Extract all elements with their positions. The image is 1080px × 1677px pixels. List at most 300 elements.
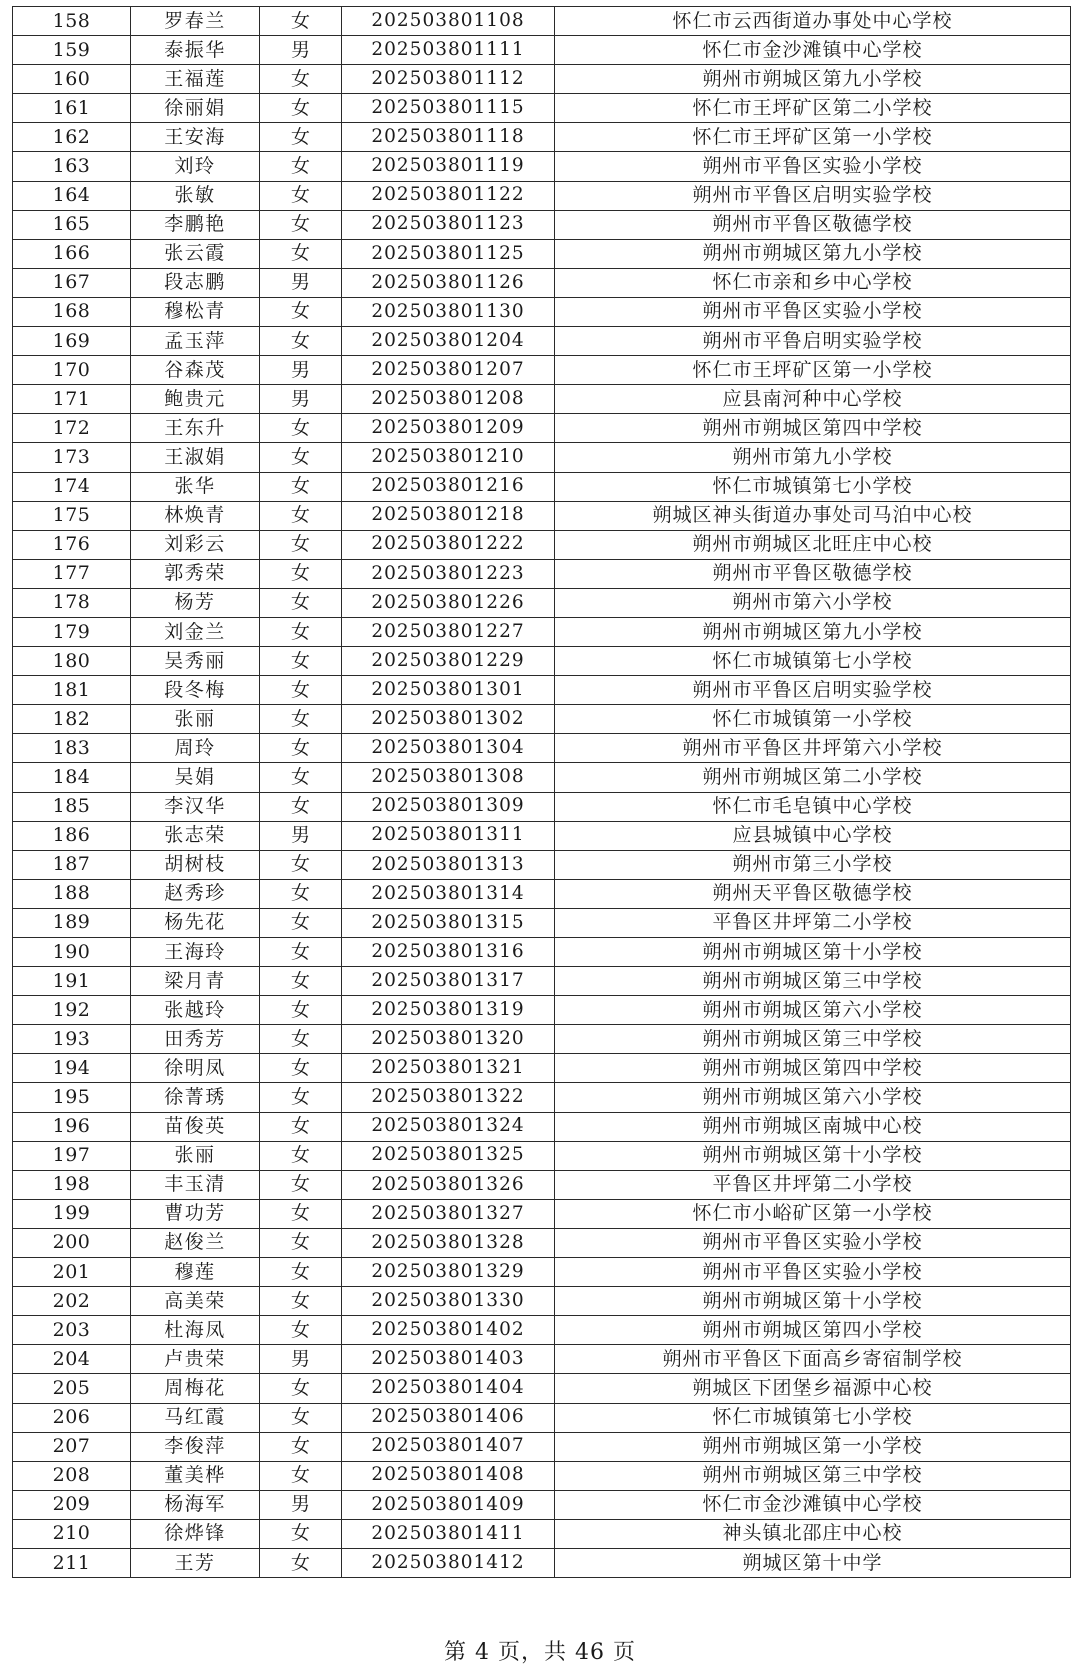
name-cell: 刘玲 [131, 152, 260, 181]
table-row [13, 327, 1071, 356]
exam-id-cell: 202503801112 [342, 65, 555, 94]
table-row [13, 1345, 1071, 1374]
name-cell: 鲍贵元 [131, 385, 260, 414]
name-cell: 王芳 [131, 1548, 260, 1577]
table-row [13, 181, 1071, 210]
school-cell: 朔州市平鲁区实验小学校 [555, 1228, 1071, 1257]
gender-cell: 女 [260, 879, 342, 908]
row-number-cell: 184 [13, 763, 131, 792]
name-cell: 曹功芳 [131, 1199, 260, 1228]
exam-id-cell: 202503801327 [342, 1199, 555, 1228]
school-cell: 平鲁区井坪第二小学校 [555, 908, 1071, 937]
row-number-cell: 206 [13, 1403, 131, 1432]
name-cell: 苗俊英 [131, 1112, 260, 1141]
name-cell: 丰玉清 [131, 1170, 260, 1199]
gender-cell: 女 [260, 152, 342, 181]
roster-table-body [13, 7, 1071, 1578]
school-cell: 怀仁市城镇第七小学校 [555, 472, 1071, 501]
table-row [13, 1112, 1071, 1141]
table-row [13, 385, 1071, 414]
table-row [13, 472, 1071, 501]
row-number-cell: 159 [13, 36, 131, 65]
name-cell: 张丽 [131, 1141, 260, 1170]
table-row [13, 94, 1071, 123]
gender-cell: 女 [260, 1258, 342, 1287]
table-row [13, 65, 1071, 94]
row-number-cell: 183 [13, 734, 131, 763]
name-cell: 刘彩云 [131, 530, 260, 559]
gender-cell: 女 [260, 7, 342, 36]
gender-cell: 女 [260, 850, 342, 879]
name-cell: 吴娟 [131, 763, 260, 792]
exam-id-cell: 202503801411 [342, 1519, 555, 1548]
name-cell: 张云霞 [131, 239, 260, 268]
exam-id-cell: 202503801126 [342, 268, 555, 297]
school-cell: 朔州市朔城区北旺庄中心校 [555, 530, 1071, 559]
school-cell: 朔州市朔城区第九小学校 [555, 617, 1071, 646]
school-cell: 朔州市平鲁区启明实验学校 [555, 676, 1071, 705]
row-number-cell: 169 [13, 327, 131, 356]
table-row [13, 850, 1071, 879]
name-cell: 孟玉萍 [131, 327, 260, 356]
name-cell: 段志鹏 [131, 268, 260, 297]
row-number-cell: 189 [13, 908, 131, 937]
row-number-cell: 178 [13, 588, 131, 617]
gender-cell: 女 [260, 617, 342, 646]
table-row [13, 938, 1071, 967]
table-row [13, 1316, 1071, 1345]
table-row [13, 1170, 1071, 1199]
exam-id-cell: 202503801314 [342, 879, 555, 908]
row-number-cell: 187 [13, 850, 131, 879]
gender-cell: 女 [260, 1170, 342, 1199]
exam-id-cell: 202503801226 [342, 588, 555, 617]
gender-cell: 女 [260, 908, 342, 937]
name-cell: 李汉华 [131, 792, 260, 821]
table-row [13, 821, 1071, 850]
table-row [13, 123, 1071, 152]
school-cell: 朔州市第六小学校 [555, 588, 1071, 617]
school-cell: 朔州市朔城区第三中学校 [555, 1025, 1071, 1054]
row-number-cell: 209 [13, 1490, 131, 1519]
table-row [13, 967, 1071, 996]
table-row [13, 268, 1071, 297]
exam-id-cell: 202503801322 [342, 1083, 555, 1112]
row-number-cell: 181 [13, 676, 131, 705]
table-row [13, 647, 1071, 676]
name-cell: 周玲 [131, 734, 260, 763]
table-row [13, 530, 1071, 559]
school-cell: 朔州市朔城区第三中学校 [555, 967, 1071, 996]
gender-cell: 女 [260, 443, 342, 472]
table-row [13, 1083, 1071, 1112]
school-cell: 朔州市平鲁区敬德学校 [555, 559, 1071, 588]
name-cell: 穆松青 [131, 297, 260, 326]
table-row [13, 559, 1071, 588]
gender-cell: 女 [260, 763, 342, 792]
table-row [13, 734, 1071, 763]
exam-id-cell: 202503801403 [342, 1345, 555, 1374]
table-row [13, 879, 1071, 908]
table-row [13, 36, 1071, 65]
school-cell: 朔州市朔城区第九小学校 [555, 65, 1071, 94]
gender-cell: 男 [260, 1490, 342, 1519]
name-cell: 梁月青 [131, 967, 260, 996]
name-cell: 王海玲 [131, 938, 260, 967]
school-cell: 怀仁市金沙滩镇中心学校 [555, 36, 1071, 65]
name-cell: 杨芳 [131, 588, 260, 617]
exam-id-cell: 202503801329 [342, 1258, 555, 1287]
school-cell: 应县南河种中心学校 [555, 385, 1071, 414]
table-row [13, 996, 1071, 1025]
school-cell: 怀仁市城镇第一小学校 [555, 705, 1071, 734]
gender-cell: 女 [260, 792, 342, 821]
row-number-cell: 166 [13, 239, 131, 268]
school-cell: 怀仁市云西街道办事处中心学校 [555, 7, 1071, 36]
page-footer: 第 4 页，共 46 页 [444, 1640, 636, 1665]
gender-cell: 女 [260, 1403, 342, 1432]
exam-id-cell: 202503801325 [342, 1141, 555, 1170]
row-number-cell: 173 [13, 443, 131, 472]
name-cell: 罗春兰 [131, 7, 260, 36]
name-cell: 李俊萍 [131, 1432, 260, 1461]
name-cell: 张志荣 [131, 821, 260, 850]
school-cell: 朔州市朔城区第十小学校 [555, 1287, 1071, 1316]
name-cell: 赵秀珍 [131, 879, 260, 908]
row-number-cell: 192 [13, 996, 131, 1025]
name-cell: 杨海军 [131, 1490, 260, 1519]
exam-id-cell: 202503801130 [342, 297, 555, 326]
exam-id-cell: 202503801404 [342, 1374, 555, 1403]
exam-id-cell: 202503801223 [342, 559, 555, 588]
school-cell: 怀仁市王坪矿区第一小学校 [555, 123, 1071, 152]
school-cell: 应县城镇中心学校 [555, 821, 1071, 850]
table-row [13, 7, 1071, 36]
table-row [13, 1403, 1071, 1432]
exam-id-cell: 202503801320 [342, 1025, 555, 1054]
gender-cell: 女 [260, 1025, 342, 1054]
gender-cell: 女 [260, 1228, 342, 1257]
gender-cell: 女 [260, 1461, 342, 1490]
gender-cell: 女 [260, 1287, 342, 1316]
row-number-cell: 195 [13, 1083, 131, 1112]
school-cell: 怀仁市王坪矿区第二小学校 [555, 94, 1071, 123]
row-number-cell: 160 [13, 65, 131, 94]
table-row [13, 1374, 1071, 1403]
school-cell: 朔州市平鲁启明实验学校 [555, 327, 1071, 356]
school-cell: 朔州市朔城区第九小学校 [555, 239, 1071, 268]
exam-id-cell: 202503801207 [342, 356, 555, 385]
exam-id-cell: 202503801317 [342, 967, 555, 996]
row-number-cell: 190 [13, 938, 131, 967]
row-number-cell: 174 [13, 472, 131, 501]
name-cell: 杜海凤 [131, 1316, 260, 1345]
school-cell: 朔城区神头街道办事处司马泊中心校 [555, 501, 1071, 530]
name-cell: 谷森茂 [131, 356, 260, 385]
name-cell: 张华 [131, 472, 260, 501]
table-row [13, 588, 1071, 617]
exam-id-cell: 202503801108 [342, 7, 555, 36]
exam-id-cell: 202503801302 [342, 705, 555, 734]
school-cell: 朔州市平鲁区井坪第六小学校 [555, 734, 1071, 763]
name-cell: 泰振华 [131, 36, 260, 65]
exam-id-cell: 202503801304 [342, 734, 555, 763]
table-row [13, 792, 1071, 821]
school-cell: 朔州市朔城区第十小学校 [555, 938, 1071, 967]
exam-id-cell: 202503801402 [342, 1316, 555, 1345]
exam-id-cell: 202503801412 [342, 1548, 555, 1577]
table-row [13, 1258, 1071, 1287]
gender-cell: 女 [260, 239, 342, 268]
school-cell: 朔州市第九小学校 [555, 443, 1071, 472]
table-row [13, 908, 1071, 937]
school-cell: 朔州市平鲁区启明实验学校 [555, 181, 1071, 210]
exam-id-cell: 202503801408 [342, 1461, 555, 1490]
school-cell: 朔州市朔城区第十小学校 [555, 1141, 1071, 1170]
gender-cell: 女 [260, 1054, 342, 1083]
name-cell: 刘金兰 [131, 617, 260, 646]
school-cell: 朔州市平鲁区实验小学校 [555, 1258, 1071, 1287]
row-number-cell: 167 [13, 268, 131, 297]
school-cell: 怀仁市王坪矿区第一小学校 [555, 356, 1071, 385]
school-cell: 怀仁市城镇第七小学校 [555, 647, 1071, 676]
roster-sheet [12, 6, 1070, 1578]
row-number-cell: 179 [13, 617, 131, 646]
gender-cell: 女 [260, 559, 342, 588]
gender-cell: 女 [260, 297, 342, 326]
table-row [13, 1519, 1071, 1548]
table-row [13, 210, 1071, 239]
row-number-cell: 204 [13, 1345, 131, 1374]
exam-id-cell: 202503801115 [342, 94, 555, 123]
exam-id-cell: 202503801122 [342, 181, 555, 210]
exam-id-cell: 202503801218 [342, 501, 555, 530]
name-cell: 徐烨锋 [131, 1519, 260, 1548]
row-number-cell: 198 [13, 1170, 131, 1199]
row-number-cell: 188 [13, 879, 131, 908]
gender-cell: 女 [260, 1316, 342, 1345]
exam-id-cell: 202503801301 [342, 676, 555, 705]
exam-id-cell: 202503801409 [342, 1490, 555, 1519]
name-cell: 董美桦 [131, 1461, 260, 1490]
row-number-cell: 199 [13, 1199, 131, 1228]
gender-cell: 女 [260, 1141, 342, 1170]
name-cell: 李鹏艳 [131, 210, 260, 239]
school-cell: 朔州市平鲁区实验小学校 [555, 297, 1071, 326]
gender-cell: 女 [260, 588, 342, 617]
roster-table [12, 6, 1071, 1578]
school-cell: 朔州市朔城区第四中学校 [555, 414, 1071, 443]
table-row [13, 1548, 1071, 1577]
exam-id-cell: 202503801407 [342, 1432, 555, 1461]
exam-id-cell: 202503801209 [342, 414, 555, 443]
exam-id-cell: 202503801321 [342, 1054, 555, 1083]
gender-cell: 男 [260, 385, 342, 414]
row-number-cell: 171 [13, 385, 131, 414]
row-number-cell: 161 [13, 94, 131, 123]
row-number-cell: 205 [13, 1374, 131, 1403]
table-row [13, 501, 1071, 530]
name-cell: 杨先花 [131, 908, 260, 937]
gender-cell: 女 [260, 647, 342, 676]
gender-cell: 男 [260, 268, 342, 297]
row-number-cell: 201 [13, 1258, 131, 1287]
table-row [13, 617, 1071, 646]
exam-id-cell: 202503801111 [342, 36, 555, 65]
exam-id-cell: 202503801319 [342, 996, 555, 1025]
exam-id-cell: 202503801119 [342, 152, 555, 181]
name-cell: 高美荣 [131, 1287, 260, 1316]
gender-cell: 女 [260, 734, 342, 763]
gender-cell: 女 [260, 1083, 342, 1112]
table-row [13, 1025, 1071, 1054]
row-number-cell: 182 [13, 705, 131, 734]
exam-id-cell: 202503801309 [342, 792, 555, 821]
gender-cell: 女 [260, 94, 342, 123]
table-row [13, 1199, 1071, 1228]
name-cell: 王福莲 [131, 65, 260, 94]
name-cell: 马红霞 [131, 1403, 260, 1432]
exam-id-cell: 202503801313 [342, 850, 555, 879]
exam-id-cell: 202503801311 [342, 821, 555, 850]
table-row [13, 1141, 1071, 1170]
row-number-cell: 180 [13, 647, 131, 676]
row-number-cell: 186 [13, 821, 131, 850]
name-cell: 徐丽娟 [131, 94, 260, 123]
row-number-cell: 163 [13, 152, 131, 181]
name-cell: 张敏 [131, 181, 260, 210]
school-cell: 朔州市朔城区第六小学校 [555, 1083, 1071, 1112]
name-cell: 卢贵荣 [131, 1345, 260, 1374]
school-cell: 平鲁区井坪第二小学校 [555, 1170, 1071, 1199]
row-number-cell: 193 [13, 1025, 131, 1054]
school-cell: 朔州市朔城区第一小学校 [555, 1432, 1071, 1461]
table-row [13, 1490, 1071, 1519]
name-cell: 段冬梅 [131, 676, 260, 705]
gender-cell: 女 [260, 530, 342, 559]
exam-id-cell: 202503801324 [342, 1112, 555, 1141]
row-number-cell: 210 [13, 1519, 131, 1548]
exam-id-cell: 202503801210 [342, 443, 555, 472]
gender-cell: 女 [260, 1432, 342, 1461]
gender-cell: 女 [260, 472, 342, 501]
table-row [13, 1287, 1071, 1316]
name-cell: 吴秀丽 [131, 647, 260, 676]
school-cell: 朔州市朔城区第二小学校 [555, 763, 1071, 792]
name-cell: 田秀芳 [131, 1025, 260, 1054]
gender-cell: 女 [260, 705, 342, 734]
table-row [13, 239, 1071, 268]
exam-id-cell: 202503801118 [342, 123, 555, 152]
exam-id-cell: 202503801326 [342, 1170, 555, 1199]
exam-id-cell: 202503801308 [342, 763, 555, 792]
row-number-cell: 185 [13, 792, 131, 821]
school-cell: 怀仁市金沙滩镇中心学校 [555, 1490, 1071, 1519]
table-row [13, 297, 1071, 326]
name-cell: 胡树枝 [131, 850, 260, 879]
row-number-cell: 175 [13, 501, 131, 530]
exam-id-cell: 202503801216 [342, 472, 555, 501]
gender-cell: 女 [260, 1519, 342, 1548]
exam-id-cell: 202503801208 [342, 385, 555, 414]
school-cell: 朔城区下团堡乡福源中心校 [555, 1374, 1071, 1403]
table-row [13, 1432, 1071, 1461]
table-row [13, 356, 1071, 385]
name-cell: 王淑娟 [131, 443, 260, 472]
gender-cell: 女 [260, 1374, 342, 1403]
gender-cell: 女 [260, 123, 342, 152]
exam-id-cell: 202503801123 [342, 210, 555, 239]
name-cell: 郭秀荣 [131, 559, 260, 588]
table-row [13, 1461, 1071, 1490]
exam-id-cell: 202503801330 [342, 1287, 555, 1316]
gender-cell: 女 [260, 414, 342, 443]
school-cell: 朔州市朔城区第四中学校 [555, 1054, 1071, 1083]
table-row [13, 676, 1071, 705]
name-cell: 林焕青 [131, 501, 260, 530]
gender-cell: 女 [260, 210, 342, 239]
school-cell: 朔州市第三小学校 [555, 850, 1071, 879]
gender-cell: 女 [260, 1199, 342, 1228]
table-row [13, 443, 1071, 472]
row-number-cell: 164 [13, 181, 131, 210]
name-cell: 王安海 [131, 123, 260, 152]
name-cell: 穆莲 [131, 1258, 260, 1287]
school-cell: 朔州天平鲁区敬德学校 [555, 879, 1071, 908]
table-row [13, 1228, 1071, 1257]
table-row [13, 705, 1071, 734]
table-row [13, 152, 1071, 181]
gender-cell: 女 [260, 676, 342, 705]
school-cell: 朔城区第十中学 [555, 1548, 1071, 1577]
school-cell: 怀仁市小峪矿区第一小学校 [555, 1199, 1071, 1228]
name-cell: 张丽 [131, 705, 260, 734]
name-cell: 周梅花 [131, 1374, 260, 1403]
school-cell: 朔州市朔城区第六小学校 [555, 996, 1071, 1025]
gender-cell: 女 [260, 1112, 342, 1141]
gender-cell: 女 [260, 327, 342, 356]
row-number-cell: 197 [13, 1141, 131, 1170]
gender-cell: 女 [260, 1548, 342, 1577]
row-number-cell: 202 [13, 1287, 131, 1316]
gender-cell: 女 [260, 65, 342, 94]
name-cell: 王东升 [131, 414, 260, 443]
row-number-cell: 208 [13, 1461, 131, 1490]
row-number-cell: 165 [13, 210, 131, 239]
table-row [13, 1054, 1071, 1083]
gender-cell: 女 [260, 996, 342, 1025]
school-cell: 怀仁市城镇第七小学校 [555, 1403, 1071, 1432]
name-cell: 徐明凤 [131, 1054, 260, 1083]
table-row [13, 414, 1071, 443]
row-number-cell: 211 [13, 1548, 131, 1577]
gender-cell: 女 [260, 501, 342, 530]
school-cell: 怀仁市亲和乡中心学校 [555, 268, 1071, 297]
row-number-cell: 203 [13, 1316, 131, 1345]
row-number-cell: 158 [13, 7, 131, 36]
gender-cell: 女 [260, 181, 342, 210]
school-cell: 朔州市朔城区南城中心校 [555, 1112, 1071, 1141]
table-row [13, 763, 1071, 792]
row-number-cell: 177 [13, 559, 131, 588]
name-cell: 赵俊兰 [131, 1228, 260, 1257]
name-cell: 徐菁琇 [131, 1083, 260, 1112]
exam-id-cell: 202503801229 [342, 647, 555, 676]
gender-cell: 男 [260, 1345, 342, 1374]
school-cell: 朔州市朔城区第四小学校 [555, 1316, 1071, 1345]
school-cell: 朔州市朔城区第三中学校 [555, 1461, 1071, 1490]
row-number-cell: 207 [13, 1432, 131, 1461]
